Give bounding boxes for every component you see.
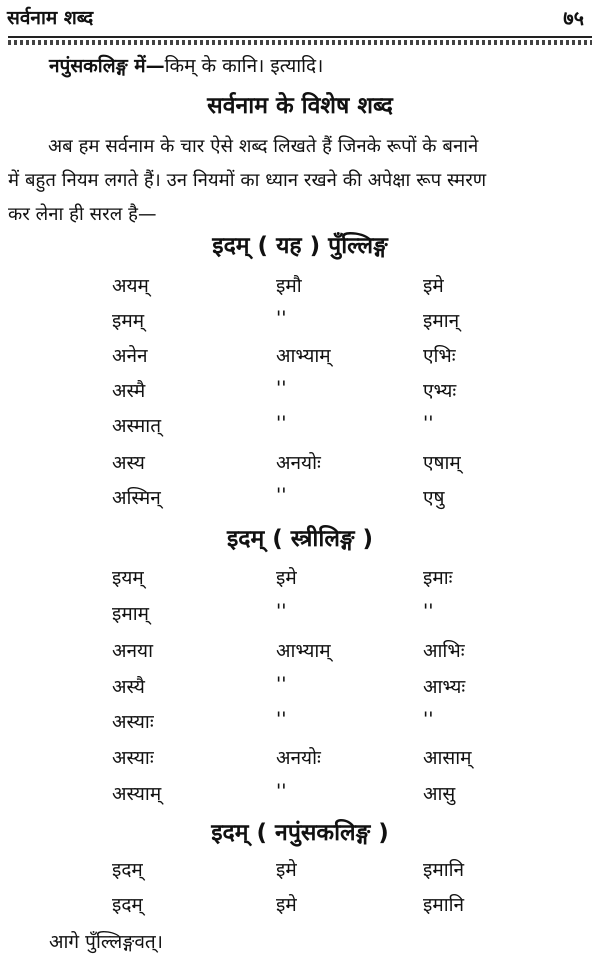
table-heading-masculine: इदम् ( यह ) पुँल्लिङ्ग bbox=[212, 233, 388, 259]
plural-form: इमे bbox=[423, 275, 444, 297]
dual-form: '' bbox=[276, 412, 287, 434]
header-rule bbox=[8, 36, 592, 38]
declension-row bbox=[0, 272, 600, 306]
declension-row bbox=[0, 307, 600, 341]
declension-row bbox=[0, 600, 600, 634]
table-heading-neuter: इदम् ( नपुंसकलिङ्ग ) bbox=[211, 820, 389, 846]
singular-form: अयम् bbox=[112, 275, 149, 297]
intro-rest: किम् के कानि। इत्यादि। bbox=[164, 55, 324, 77]
plural-form: इमान् bbox=[423, 310, 460, 332]
singular-form: इमम् bbox=[112, 310, 145, 332]
singular-form: इमाम् bbox=[112, 603, 149, 625]
dual-form: '' bbox=[276, 307, 287, 329]
declension-row bbox=[0, 673, 600, 707]
plural-form: आभिः bbox=[423, 640, 465, 662]
declension-row bbox=[0, 708, 600, 742]
dual-form: इमे bbox=[276, 567, 297, 589]
declension-row bbox=[0, 484, 600, 518]
declension-row bbox=[0, 891, 600, 925]
plural-form: आभ्यः bbox=[423, 676, 466, 698]
declension-row bbox=[0, 637, 600, 671]
singular-form: अनेन bbox=[112, 345, 148, 367]
running-title: सर्वनाम शब्द bbox=[7, 7, 94, 29]
section-title: सर्वनाम के विशेष शब्द bbox=[207, 93, 393, 119]
dual-form: '' bbox=[276, 600, 287, 622]
singular-form: अस्मै bbox=[112, 380, 146, 402]
intro-lead: नपुंसकलिङ्ग में— bbox=[49, 55, 165, 77]
dual-form: '' bbox=[276, 377, 287, 399]
closing-note: आगे पुँल्लिङ्गवत्। bbox=[49, 931, 163, 953]
plural-form: आसु bbox=[423, 783, 456, 805]
dual-form: इमौ bbox=[276, 275, 302, 297]
paragraph-line: कर लेना ही सरल है— bbox=[8, 204, 157, 225]
singular-form: इदम् bbox=[112, 894, 143, 916]
plural-form: '' bbox=[423, 412, 434, 434]
declension-row bbox=[0, 412, 600, 446]
dual-form: इमे bbox=[276, 894, 297, 916]
dual-form: '' bbox=[276, 484, 287, 506]
page-number: ७५ bbox=[563, 6, 584, 30]
dual-form: अनयोः bbox=[276, 747, 321, 769]
dual-form: '' bbox=[276, 708, 287, 730]
plural-form: एषु bbox=[423, 487, 445, 509]
plural-form: एषाम् bbox=[423, 452, 461, 474]
table-heading-feminine: इदम् ( स्त्रीलिङ्ग ) bbox=[226, 526, 373, 552]
singular-form: अस्मिन् bbox=[112, 487, 161, 509]
singular-form: इयम् bbox=[112, 567, 144, 589]
singular-form: अस्य bbox=[112, 452, 145, 474]
singular-form: अस्मात् bbox=[112, 415, 162, 437]
plural-form: इमानि bbox=[423, 859, 465, 881]
paragraph-line: में बहुत नियम लगते हैं। उन नियमों का ध्यान रखने की अपेक्षा रूप स्मरण bbox=[8, 170, 487, 191]
declension-row bbox=[0, 564, 600, 598]
plural-form: आसाम् bbox=[423, 747, 472, 769]
dual-form: इमे bbox=[276, 859, 297, 881]
declension-row bbox=[0, 780, 600, 814]
dual-form: '' bbox=[276, 780, 287, 802]
intro-line bbox=[49, 52, 323, 78]
singular-form: अस्याः bbox=[112, 747, 154, 769]
singular-form: अस्याम् bbox=[112, 783, 162, 805]
singular-form: इदम् bbox=[112, 859, 143, 881]
plural-form: '' bbox=[423, 600, 434, 622]
declension-row bbox=[0, 744, 600, 778]
dual-form: आभ्याम् bbox=[276, 345, 331, 367]
body-paragraph bbox=[8, 130, 594, 232]
declension-row bbox=[0, 856, 600, 890]
singular-form: अनया bbox=[112, 640, 154, 662]
dual-form: अनयोः bbox=[276, 452, 321, 474]
singular-form: अस्याः bbox=[112, 711, 154, 733]
plural-form: इमाः bbox=[423, 567, 453, 589]
declension-row bbox=[0, 377, 600, 411]
plural-form: एभ्यः bbox=[423, 380, 457, 402]
plural-form: '' bbox=[423, 708, 434, 730]
dual-form: '' bbox=[276, 673, 287, 695]
plural-form: इमानि bbox=[423, 894, 465, 916]
paragraph-line: अब हम सर्वनाम के चार ऐसे शब्द लिखते हैं जिनके रूपों के बनाने bbox=[48, 136, 479, 157]
plural-form: एभिः bbox=[423, 345, 456, 367]
singular-form: अस्यै bbox=[112, 676, 145, 698]
declension-row bbox=[0, 449, 600, 483]
header-rule-decorative bbox=[8, 40, 592, 45]
dual-form: आभ्याम् bbox=[276, 640, 331, 662]
declension-row bbox=[0, 342, 600, 376]
